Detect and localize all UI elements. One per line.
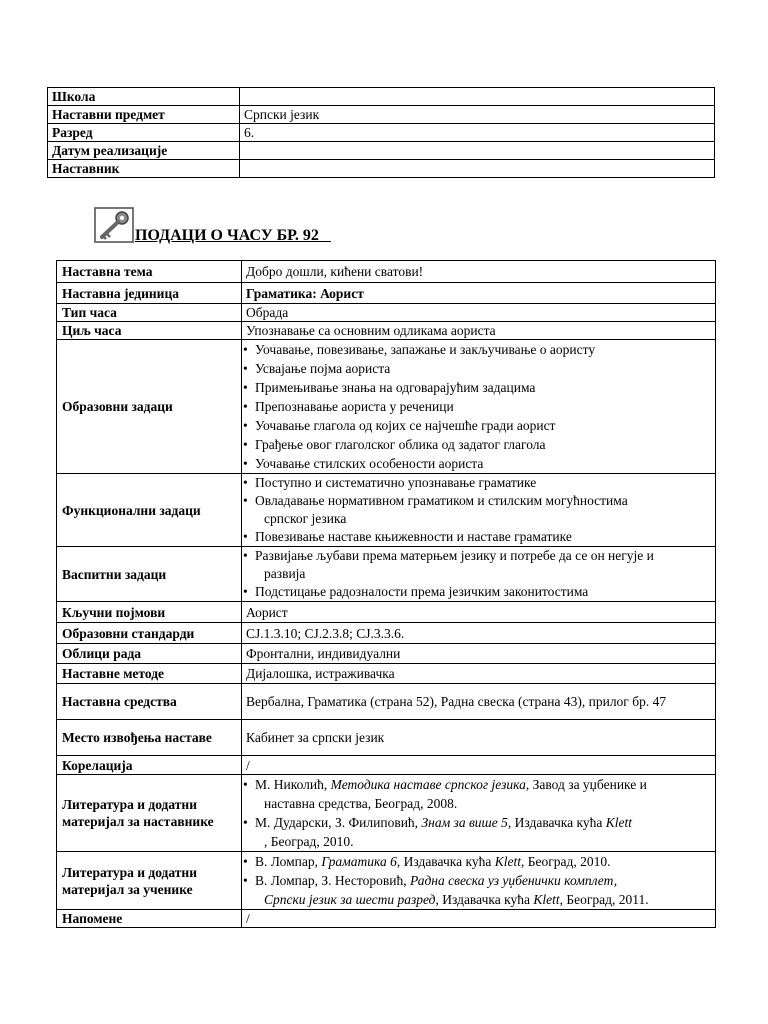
table-row xyxy=(57,852,716,910)
table-row xyxy=(48,124,715,142)
location-label: Место извођења наставе xyxy=(57,720,242,756)
standards-value: СЈ.1.3.10; СЈ.2.3.8; СЈ.3.3.6. xyxy=(242,623,716,644)
upbringing-tasks-list xyxy=(246,547,711,601)
table-row xyxy=(48,160,715,178)
materials-label: Наставна средства xyxy=(57,684,242,720)
table-row xyxy=(57,720,716,756)
list-item: • В. Ломпар, Граматика 6, Издавачка кућа Klett, Београд, 2010. xyxy=(246,852,711,871)
list-item: • Препознавање аориста у реченици xyxy=(246,397,711,416)
date-value xyxy=(240,142,715,160)
table-row xyxy=(57,474,716,547)
key-concepts-value: Аорист xyxy=(242,602,716,623)
notes-label: Напомене xyxy=(57,910,242,928)
subject-value: Српски језик xyxy=(240,106,715,124)
table-row xyxy=(57,623,716,644)
methods-label: Наставне методе xyxy=(57,664,242,684)
list-item: • Уочавање, повезивање, запажање и закључивање о аористу xyxy=(246,340,711,359)
list-item: • Грађење овог глаголског облика од задатог глагола xyxy=(246,435,711,454)
teacher-value xyxy=(240,160,715,178)
table-row xyxy=(57,644,716,664)
table-row xyxy=(57,756,716,775)
teacher-label: Наставник xyxy=(48,160,240,178)
subject-label: Наставни предмет xyxy=(48,106,240,124)
date-label: Датум реализације xyxy=(48,142,240,160)
location-value: Кабинет за српски језик xyxy=(242,720,716,756)
student-literature-label: Литература и додатни материјал за ученике xyxy=(57,852,242,910)
teacher-literature-label: Литература и додатни материјал за наставнике xyxy=(57,775,242,852)
notes-value: / xyxy=(242,910,716,928)
correlation-value: / xyxy=(242,756,716,775)
table-row xyxy=(57,775,716,852)
standards-label: Образовни стандарди xyxy=(57,623,242,644)
methods-value: Дијалошка, истраживачка xyxy=(242,664,716,684)
list-item: • Поступно и систематично упознавање граматике xyxy=(246,474,711,492)
goal-value: Упознавање са основним одликама аориста xyxy=(242,322,716,340)
table-row xyxy=(48,88,715,106)
lesson-type-label: Тип часа xyxy=(57,304,242,322)
table-row xyxy=(57,602,716,623)
table-row xyxy=(57,684,716,720)
lesson-type-value: Обрада xyxy=(242,304,716,322)
school-label: Школа xyxy=(48,88,240,106)
key-icon xyxy=(94,207,134,243)
list-item: • Уочавање стилских особености аориста xyxy=(246,454,711,473)
topic-label: Наставна тема xyxy=(57,261,242,283)
table-row xyxy=(57,322,716,340)
grade-value: 6. xyxy=(240,124,715,142)
materials-value: Вербална, Граматика (страна 52), Радна свеска (страна 43), прилог бр. 47 xyxy=(242,684,716,720)
correlation-label: Корелација xyxy=(57,756,242,775)
table-row xyxy=(57,664,716,684)
table-row xyxy=(57,340,716,474)
work-forms-label: Облици рада xyxy=(57,644,242,664)
page-title: ПОДАЦИ О ЧАСУ БР. 92 xyxy=(135,227,331,244)
topic-value: Добро дошли, кићени сватови! xyxy=(242,261,716,283)
table-row xyxy=(57,910,716,928)
functional-tasks-label: Функционални задаци xyxy=(57,474,242,547)
school-info-table xyxy=(47,87,715,178)
educational-tasks-label: Образовни задаци xyxy=(57,340,242,474)
functional-tasks-list xyxy=(246,474,711,546)
lesson-data-table xyxy=(56,260,716,928)
list-item: • Развијање љубави према матерњем језику и потребе да се он негује и развија xyxy=(246,547,711,583)
school-value xyxy=(240,88,715,106)
table-row xyxy=(57,304,716,322)
grade-label: Разред xyxy=(48,124,240,142)
key-concepts-label: Кључни појмови xyxy=(57,602,242,623)
educational-tasks-list xyxy=(246,340,711,473)
goal-label: Циљ часа xyxy=(57,322,242,340)
list-item: • Овладавање нормативном граматиком и стилским могућностима српског језика xyxy=(246,492,711,528)
student-literature-list xyxy=(246,852,711,909)
table-row xyxy=(57,261,716,283)
table-row xyxy=(48,106,715,124)
list-item: • М. Дударски, З. Филиповић, Знам за више 5, Издавачка кућа Klett , Београд, 2010. xyxy=(246,813,711,851)
list-item: • Усвајање појма аориста xyxy=(246,359,711,378)
list-item: • Уочавање глагола од којих се најчешће гради аорист xyxy=(246,416,711,435)
list-item: • М. Николић, Методика наставе српског језика, Завод за уџбенике и наставна средства, Београд, 2008. xyxy=(246,775,711,813)
upbringing-tasks-label: Васпитни задаци xyxy=(57,547,242,602)
table-row xyxy=(48,142,715,160)
list-item: • Примењивање знања на одговарајућим задацима xyxy=(246,378,711,397)
table-row xyxy=(57,547,716,602)
table-row xyxy=(57,283,716,304)
list-item: • В. Ломпар, З. Несторовић, Радна свеска уз уџбенички комплет, Српски језик за шести разред, Издавачка кућа Klett, Београд, 2011. xyxy=(246,871,711,909)
list-item: • Повезивање наставе књижевности и наставе граматике xyxy=(246,528,711,546)
lesson-heading xyxy=(94,207,394,247)
unit-value: Граматика: Аорист xyxy=(242,283,716,304)
work-forms-value: Фронтални, индивидуални xyxy=(242,644,716,664)
unit-label: Наставна јединица xyxy=(57,283,242,304)
list-item: • Подстицање радозналости према језичким законитостима xyxy=(246,583,711,601)
teacher-literature-list xyxy=(246,775,711,851)
